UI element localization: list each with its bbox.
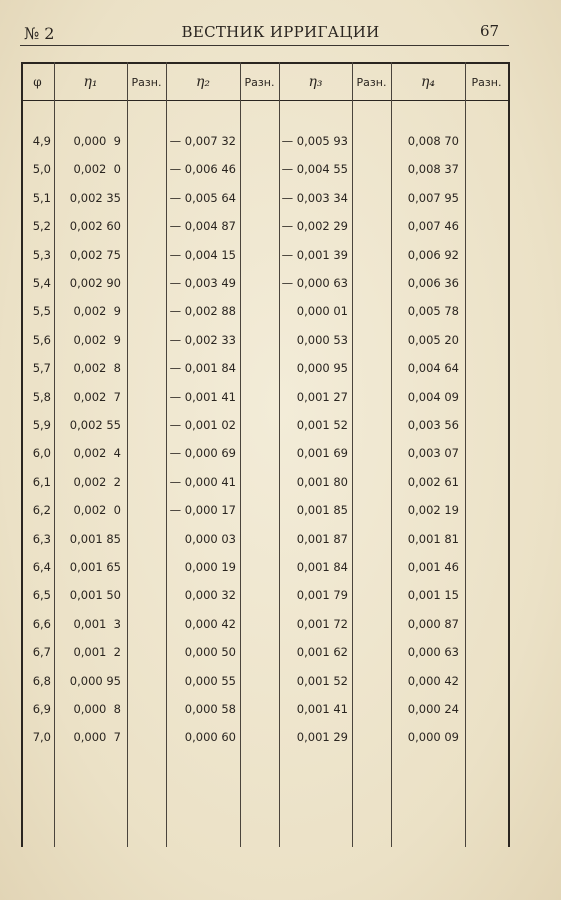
table-left-border [21,62,23,847]
cell-eta2: — 0,000 41 [169,474,236,489]
cell-phi: 5,4 [32,276,51,290]
cell-eta3: — 0,000 63 [281,276,348,290]
journal-title: ВЕСТНИК ИРРИГАЦИИ [181,23,380,41]
cell-eta1: 0,002 8 [73,361,121,376]
cell-eta2: 0,000 55 [184,673,236,688]
cell-eta4: 0,007 46 [407,219,459,234]
cell-eta4: 0,000 09 [407,730,459,745]
cell-eta4: 0,001 46 [407,560,459,574]
cell-eta2: — 0,005 64 [169,190,236,205]
col-header-phi: φ [33,75,42,89]
cell-eta1: 0,001 3 [73,616,121,631]
cell-eta2: 0,000 60 [184,730,236,745]
cell-phi: 5,8 [32,389,51,404]
cell-eta1: 0,002 0 [73,162,121,177]
cell-eta3: 0,001 80 [296,474,348,489]
cell-eta3: 0,001 27 [296,389,348,404]
col-header-diff3: Разн. [356,75,387,89]
cell-eta1: 0,002 9 [73,332,121,347]
col-divider [54,62,55,847]
cell-phi: 6,9 [32,702,51,716]
cell-eta4: 0,004 09 [407,389,459,404]
cell-eta2: 0,000 32 [184,588,236,603]
cell-eta2: 0,000 19 [184,560,236,574]
cell-eta3: 0,000 95 [296,361,348,376]
cell-phi: 6,4 [32,560,51,574]
cell-eta1: 0,001 2 [73,645,121,660]
cell-eta2: — 0,002 88 [169,304,236,319]
col-divider [166,62,167,847]
col-header-eta1: η₁ [83,74,98,90]
cell-eta4: 0,002 19 [407,503,459,518]
cell-eta3: 0,000 53 [296,332,348,347]
cell-eta3: 0,000 01 [296,304,348,319]
cell-eta2: — 0,004 15 [169,247,236,262]
cell-eta4: 0,003 56 [407,418,459,432]
cell-eta3: — 0,005 93 [281,134,348,148]
cell-phi: 6,5 [32,588,51,603]
cell-phi: 6,6 [32,616,51,631]
cell-phi: 6,1 [32,474,51,489]
cell-eta1: 0,002 55 [69,418,121,432]
cell-eta4: 0,000 87 [407,616,459,631]
cell-eta1: 0,001 85 [69,531,121,546]
cell-eta4: 0,006 36 [407,276,459,290]
cell-phi: 5,7 [32,361,51,376]
cell-eta3: 0,001 85 [296,503,348,518]
cell-eta2: 0,000 58 [184,702,236,716]
cell-eta4: 0,005 20 [407,332,459,347]
col-divider [391,62,392,847]
col-header-eta3: η₃ [308,74,323,90]
cell-eta3: 0,001 87 [296,531,348,546]
cell-eta3: 0,001 29 [296,730,348,745]
table-header-rule [21,100,510,101]
cell-eta1: 0,002 7 [73,389,121,404]
cell-eta3: 0,001 62 [296,645,348,660]
cell-eta1: 0,002 9 [73,304,121,319]
cell-eta1: 0,002 2 [73,474,121,489]
cell-phi: 6,3 [32,531,51,546]
cell-eta3: — 0,003 34 [281,190,348,205]
header-rule [20,45,509,46]
cell-eta2: 0,000 03 [184,531,236,546]
cell-phi: 5,5 [32,304,51,319]
col-header-diff4: Разн. [471,75,502,89]
col-divider [240,62,241,847]
cell-eta1: 0,002 0 [73,503,121,518]
cell-eta4: 0,000 42 [407,673,459,688]
cell-phi: 7,0 [32,730,51,745]
col-header-diff2: Разн. [244,75,275,89]
issue-number: № 2 [24,24,55,43]
cell-phi: 6,8 [32,673,51,688]
cell-eta2: 0,000 50 [184,645,236,660]
cell-eta3: 0,001 69 [296,446,348,461]
cell-eta1: 0,002 4 [73,446,121,461]
cell-eta3: — 0,002 29 [281,219,348,234]
cell-eta2: — 0,001 41 [169,389,236,404]
col-header-eta4: η₄ [421,74,435,90]
cell-eta3: 0,001 41 [296,702,348,716]
cell-eta1: 0,002 90 [69,276,121,290]
cell-eta3: 0,001 79 [296,588,348,603]
cell-eta3: 0,001 52 [296,418,348,432]
cell-eta2: — 0,000 17 [169,503,236,518]
eta-table [21,62,510,847]
col-header-eta2: η₂ [196,74,210,90]
cell-eta1: 0,002 60 [69,219,121,234]
cell-eta2: 0,000 42 [184,616,236,631]
cell-phi: 5,1 [32,190,51,205]
cell-phi: 5,9 [32,418,51,432]
cell-eta1: 0,000 95 [69,673,121,688]
cell-eta1: 0,001 50 [69,588,121,603]
cell-eta4: 0,000 24 [407,702,459,716]
cell-eta2: — 0,003 49 [169,276,236,290]
cell-phi: 6,7 [32,645,51,660]
col-header-diff1: Разн. [131,75,162,89]
cell-eta4: 0,000 63 [407,645,459,660]
cell-phi: 5,2 [32,219,51,234]
col-divider [352,62,353,847]
cell-phi: 5,6 [32,332,51,347]
page-number: 67 [480,22,500,40]
cell-eta1: 0,001 65 [69,560,121,574]
cell-phi: 5,3 [32,247,51,262]
cell-eta2: — 0,001 84 [169,361,236,376]
cell-eta3: — 0,004 55 [281,162,348,177]
cell-eta2: — 0,002 33 [169,332,236,347]
cell-eta1: 0,002 35 [69,190,121,205]
cell-eta2: — 0,006 46 [169,162,236,177]
col-divider [279,62,280,847]
cell-eta2: — 0,004 87 [169,219,236,234]
cell-eta4: 0,008 37 [407,162,459,177]
cell-eta2: — 0,000 69 [169,446,236,461]
cell-eta4: 0,006 92 [407,247,459,262]
cell-eta2: — 0,001 02 [169,418,236,432]
table-right-border [508,62,510,847]
cell-eta4: 0,003 07 [407,446,459,461]
cell-phi: 6,2 [32,503,51,518]
cell-eta2: — 0,007 32 [169,134,236,148]
cell-phi: 6,0 [32,446,51,461]
cell-eta3: 0,001 84 [296,560,348,574]
cell-eta1: 0,000 7 [73,730,121,745]
cell-eta3: — 0,001 39 [281,247,348,262]
cell-eta4: 0,005 78 [407,304,459,319]
cell-eta3: 0,001 72 [296,616,348,631]
cell-eta3: 0,001 52 [296,673,348,688]
cell-eta4: 0,004 64 [407,361,459,376]
cell-phi: 4,9 [32,134,51,148]
cell-eta1: 0,000 9 [73,134,121,148]
cell-eta4: 0,007 95 [407,190,459,205]
cell-eta4: 0,001 81 [407,531,459,546]
cell-eta1: 0,002 75 [69,247,121,262]
col-divider [127,62,128,847]
cell-phi: 5,0 [32,162,51,177]
cell-eta1: 0,000 8 [73,702,121,716]
cell-eta4: 0,002 61 [407,474,459,489]
cell-eta4: 0,008 70 [407,134,459,148]
col-divider [465,62,466,847]
cell-eta4: 0,001 15 [407,588,459,603]
